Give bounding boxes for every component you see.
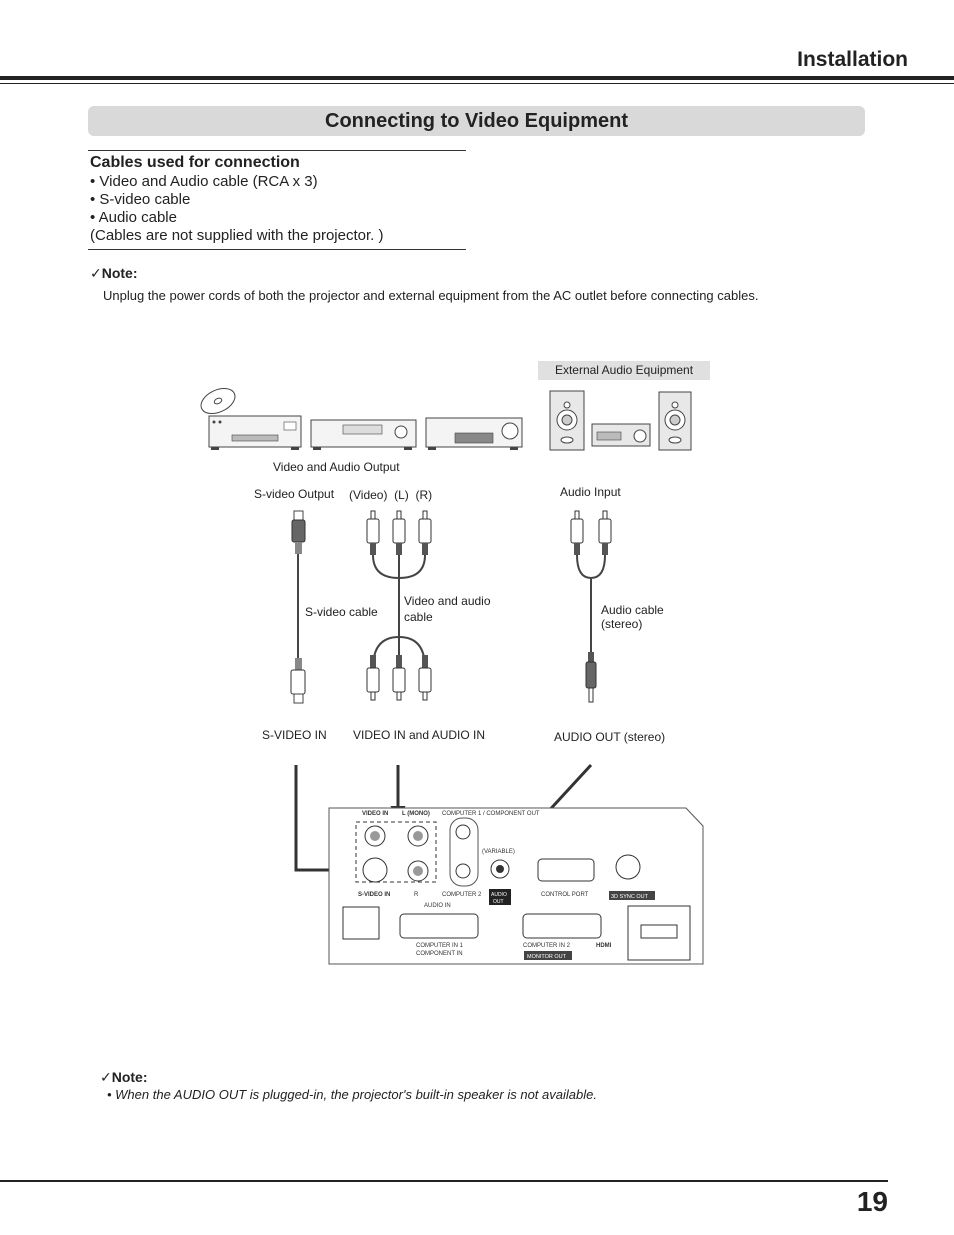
svg-text:COMPUTER IN 2: COMPUTER IN 2 [523, 943, 571, 949]
page-title-banner: Connecting to Video Equipment [88, 106, 865, 136]
note-label: ✓Note: [100, 1069, 148, 1085]
svideo-output-label: S-video Output [254, 487, 335, 501]
audio-cable [571, 511, 611, 702]
note-label: ✓Note: [90, 265, 138, 281]
video-audio-in-label: VIDEO IN and AUDIO IN [353, 728, 486, 742]
audio-input-label: Audio Input [560, 485, 621, 499]
vcr-icon [311, 420, 416, 450]
section-title: Installation [797, 48, 908, 71]
projector-rear-panel [329, 808, 703, 964]
va-cable-label: Video and audio cable [404, 594, 491, 624]
svg-text:COMPUTER IN 1: COMPUTER IN 1 [416, 943, 464, 949]
footer-rule [0, 1180, 888, 1182]
speaker-left-icon [550, 391, 584, 450]
svg-text:MONITOR OUT: MONITOR OUT [527, 954, 567, 960]
audio-amp-icon [592, 424, 650, 446]
svg-text:VIDEO IN: VIDEO IN [362, 811, 389, 817]
svg-text:COMPUTER 2: COMPUTER 2 [442, 892, 482, 898]
svg-text:OUT: OUT [493, 899, 504, 905]
cable-item: • Video and Audio cable (RCA x 3) [90, 173, 318, 190]
svg-text:3D SYNC OUT: 3D SYNC OUT [611, 894, 648, 900]
dvd-player-icon [209, 416, 301, 450]
cables-title: Cables used for connection [90, 154, 300, 171]
svg-text:COMPUTER 1 / COMPONENT OUT: COMPUTER 1 / COMPONENT OUT [442, 811, 540, 817]
disc-icon [197, 383, 239, 418]
note-text: Unplug the power cords of both the projector and external equipment from the AC outlet before connecting cables. [103, 288, 759, 303]
svideo-cable [291, 511, 305, 703]
external-audio-label: External Audio Equipment [538, 361, 710, 380]
video-audio-output-label: Video and Audio Output [273, 460, 400, 474]
svg-text:L (MONO): L (MONO) [402, 811, 430, 817]
cable-item: (Cables are not supplied with the projector. ) [90, 227, 384, 244]
svideo-in-label: S-VIDEO IN [262, 728, 327, 742]
rca-labels: (Video) (L) (R) [349, 488, 433, 502]
audio-cable-label: Audio cable (stereo) [601, 603, 664, 631]
svg-text:HDMI: HDMI [596, 943, 612, 949]
svg-text:(VARIABLE): (VARIABLE) [482, 849, 515, 855]
svg-text:CONTROL PORT: CONTROL PORT [541, 892, 589, 898]
cable-item: • Audio cable [90, 209, 177, 226]
svg-text:AUDIO: AUDIO [491, 892, 507, 898]
page-number: 19 [856, 1186, 888, 1217]
svg-text:AUDIO IN: AUDIO IN [424, 903, 451, 909]
receiver-icon [426, 418, 522, 450]
audio-out-label: AUDIO OUT (stereo) [554, 730, 666, 744]
svg-text:S-VIDEO IN: S-VIDEO IN [358, 892, 391, 898]
svg-text:COMPONENT IN: COMPONENT IN [416, 951, 463, 957]
svideo-cable-label: S-video cable [305, 605, 378, 619]
cable-item: • S-video cable [90, 191, 191, 208]
speaker-right-icon [659, 392, 691, 450]
svg-text:R: R [414, 892, 419, 898]
note-text: • When the AUDIO OUT is plugged-in, the projector's built-in speaker is not available. [107, 1087, 597, 1102]
rca-cable [367, 511, 431, 700]
